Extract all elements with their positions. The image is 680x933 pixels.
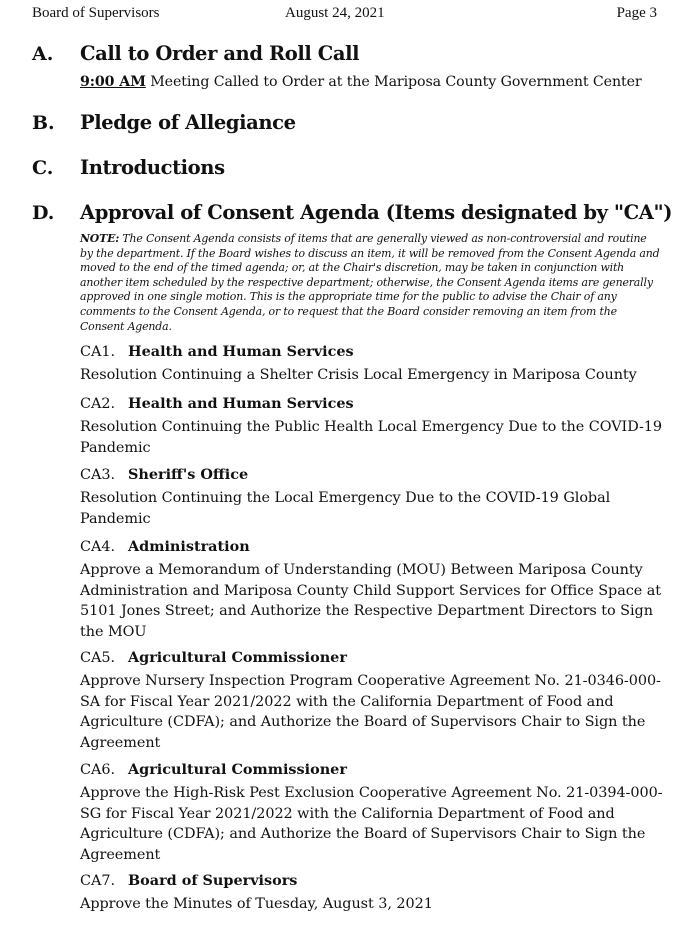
item-code: CA7. [80,873,116,889]
section-title: Introductions [80,156,225,179]
consent-item-ca7 [80,871,665,915]
consent-agenda-note [80,232,660,334]
item-department: Health and Human Services [128,395,354,412]
call-to-order-line [80,72,642,92]
item-department: Sheriff's Office [128,466,249,483]
header-board-name: Board of Supervisors [32,5,160,21]
consent-item-ca6 [80,760,665,865]
item-heading [80,537,665,557]
item-code: CA6. [80,762,116,778]
item-heading [80,648,665,668]
item-department: Health and Human Services [128,343,354,360]
item-description: Resolution Continuing the Local Emergency Due to the COVID-19 Global Pandemic [80,490,611,527]
item-code: CA3. [80,467,116,483]
item-department: Agricultural Commissioner [128,649,347,666]
item-department: Administration [128,538,250,555]
item-description: Approve a Memorandum of Understanding (MOU) Between Mariposa County Administration and Mariposa County Child Support Services for Office Space at 5101 Jones Street; and Authorize the Respective Department Directors to Sign the MOU [80,562,661,640]
header-date: August 24, 2021 [285,5,385,21]
item-description: Approve the Minutes of Tuesday, August 3, 2021 [80,896,433,912]
note-text: The Consent Agenda consists of items that are generally viewed as non-controversial and routine by the department. If the Board wishes to discuss an item, it will be removed from the Consent Agenda and moved to the end of the timed agenda; or, at the Chair's discretion, may be taken in conjunction with another item scheduled by the respective department; otherwise, the Consent Agenda items are generally approved in one single motion. This is the appropriate time for the public to advise the Chair of any comments to the Consent Agenda, or to request that the Board consider removing an item from the Consent Agenda. [80,232,660,333]
section-title: Pledge of Allegiance [80,111,296,134]
consent-item-ca2 [80,394,665,458]
section-title: Approval of Consent Agenda (Items designated by "CA") [80,201,673,224]
item-code: CA1. [80,344,116,360]
item-description: Approve Nursery Inspection Program Cooperative Agreement No. 21-0346-000-SA for Fiscal Year 2021/2022 with the California Department of Food and Agriculture (CDFA); and Authorize the Board of Supervisors Chair to Sign the Agreement [80,673,661,751]
section-letter: D. [32,202,55,224]
consent-item-ca3 [80,465,665,529]
header-page-number: Page 3 [616,5,657,21]
section-letter: C. [32,157,54,179]
section-letter: B. [32,112,55,134]
item-description: Resolution Continuing the Public Health Local Emergency Due to the COVID-19 Pandemic [80,419,662,456]
item-description: Resolution Continuing a Shelter Crisis Local Emergency in Mariposa County [80,367,637,383]
consent-item-ca1 [80,342,665,386]
meeting-time: 9:00 AM [80,74,146,90]
item-heading [80,760,665,780]
consent-item-ca5 [80,648,665,753]
item-department: Board of Supervisors [128,872,298,889]
section-letter: A. [32,43,54,65]
item-code: CA2. [80,396,116,412]
item-heading [80,394,665,414]
item-heading [80,871,665,891]
call-to-order-text: Meeting Called to Order at the Mariposa County Government Center [145,74,642,90]
item-heading [80,342,665,362]
item-code: CA5. [80,650,116,666]
section-title: Call to Order and Roll Call [80,42,360,65]
item-description: Approve the High-Risk Pest Exclusion Cooperative Agreement No. 21-0394-000-SG for Fiscal Year 2021/2022 with the California Department of Food and Agriculture (CDFA); and Authorize the Board of Supervisors Chair to Sign the Agreement [80,785,663,863]
consent-item-ca4 [80,537,665,642]
note-label: NOTE: [80,232,120,245]
item-code: CA4. [80,539,116,555]
item-heading [80,465,665,485]
item-department: Agricultural Commissioner [128,761,347,778]
